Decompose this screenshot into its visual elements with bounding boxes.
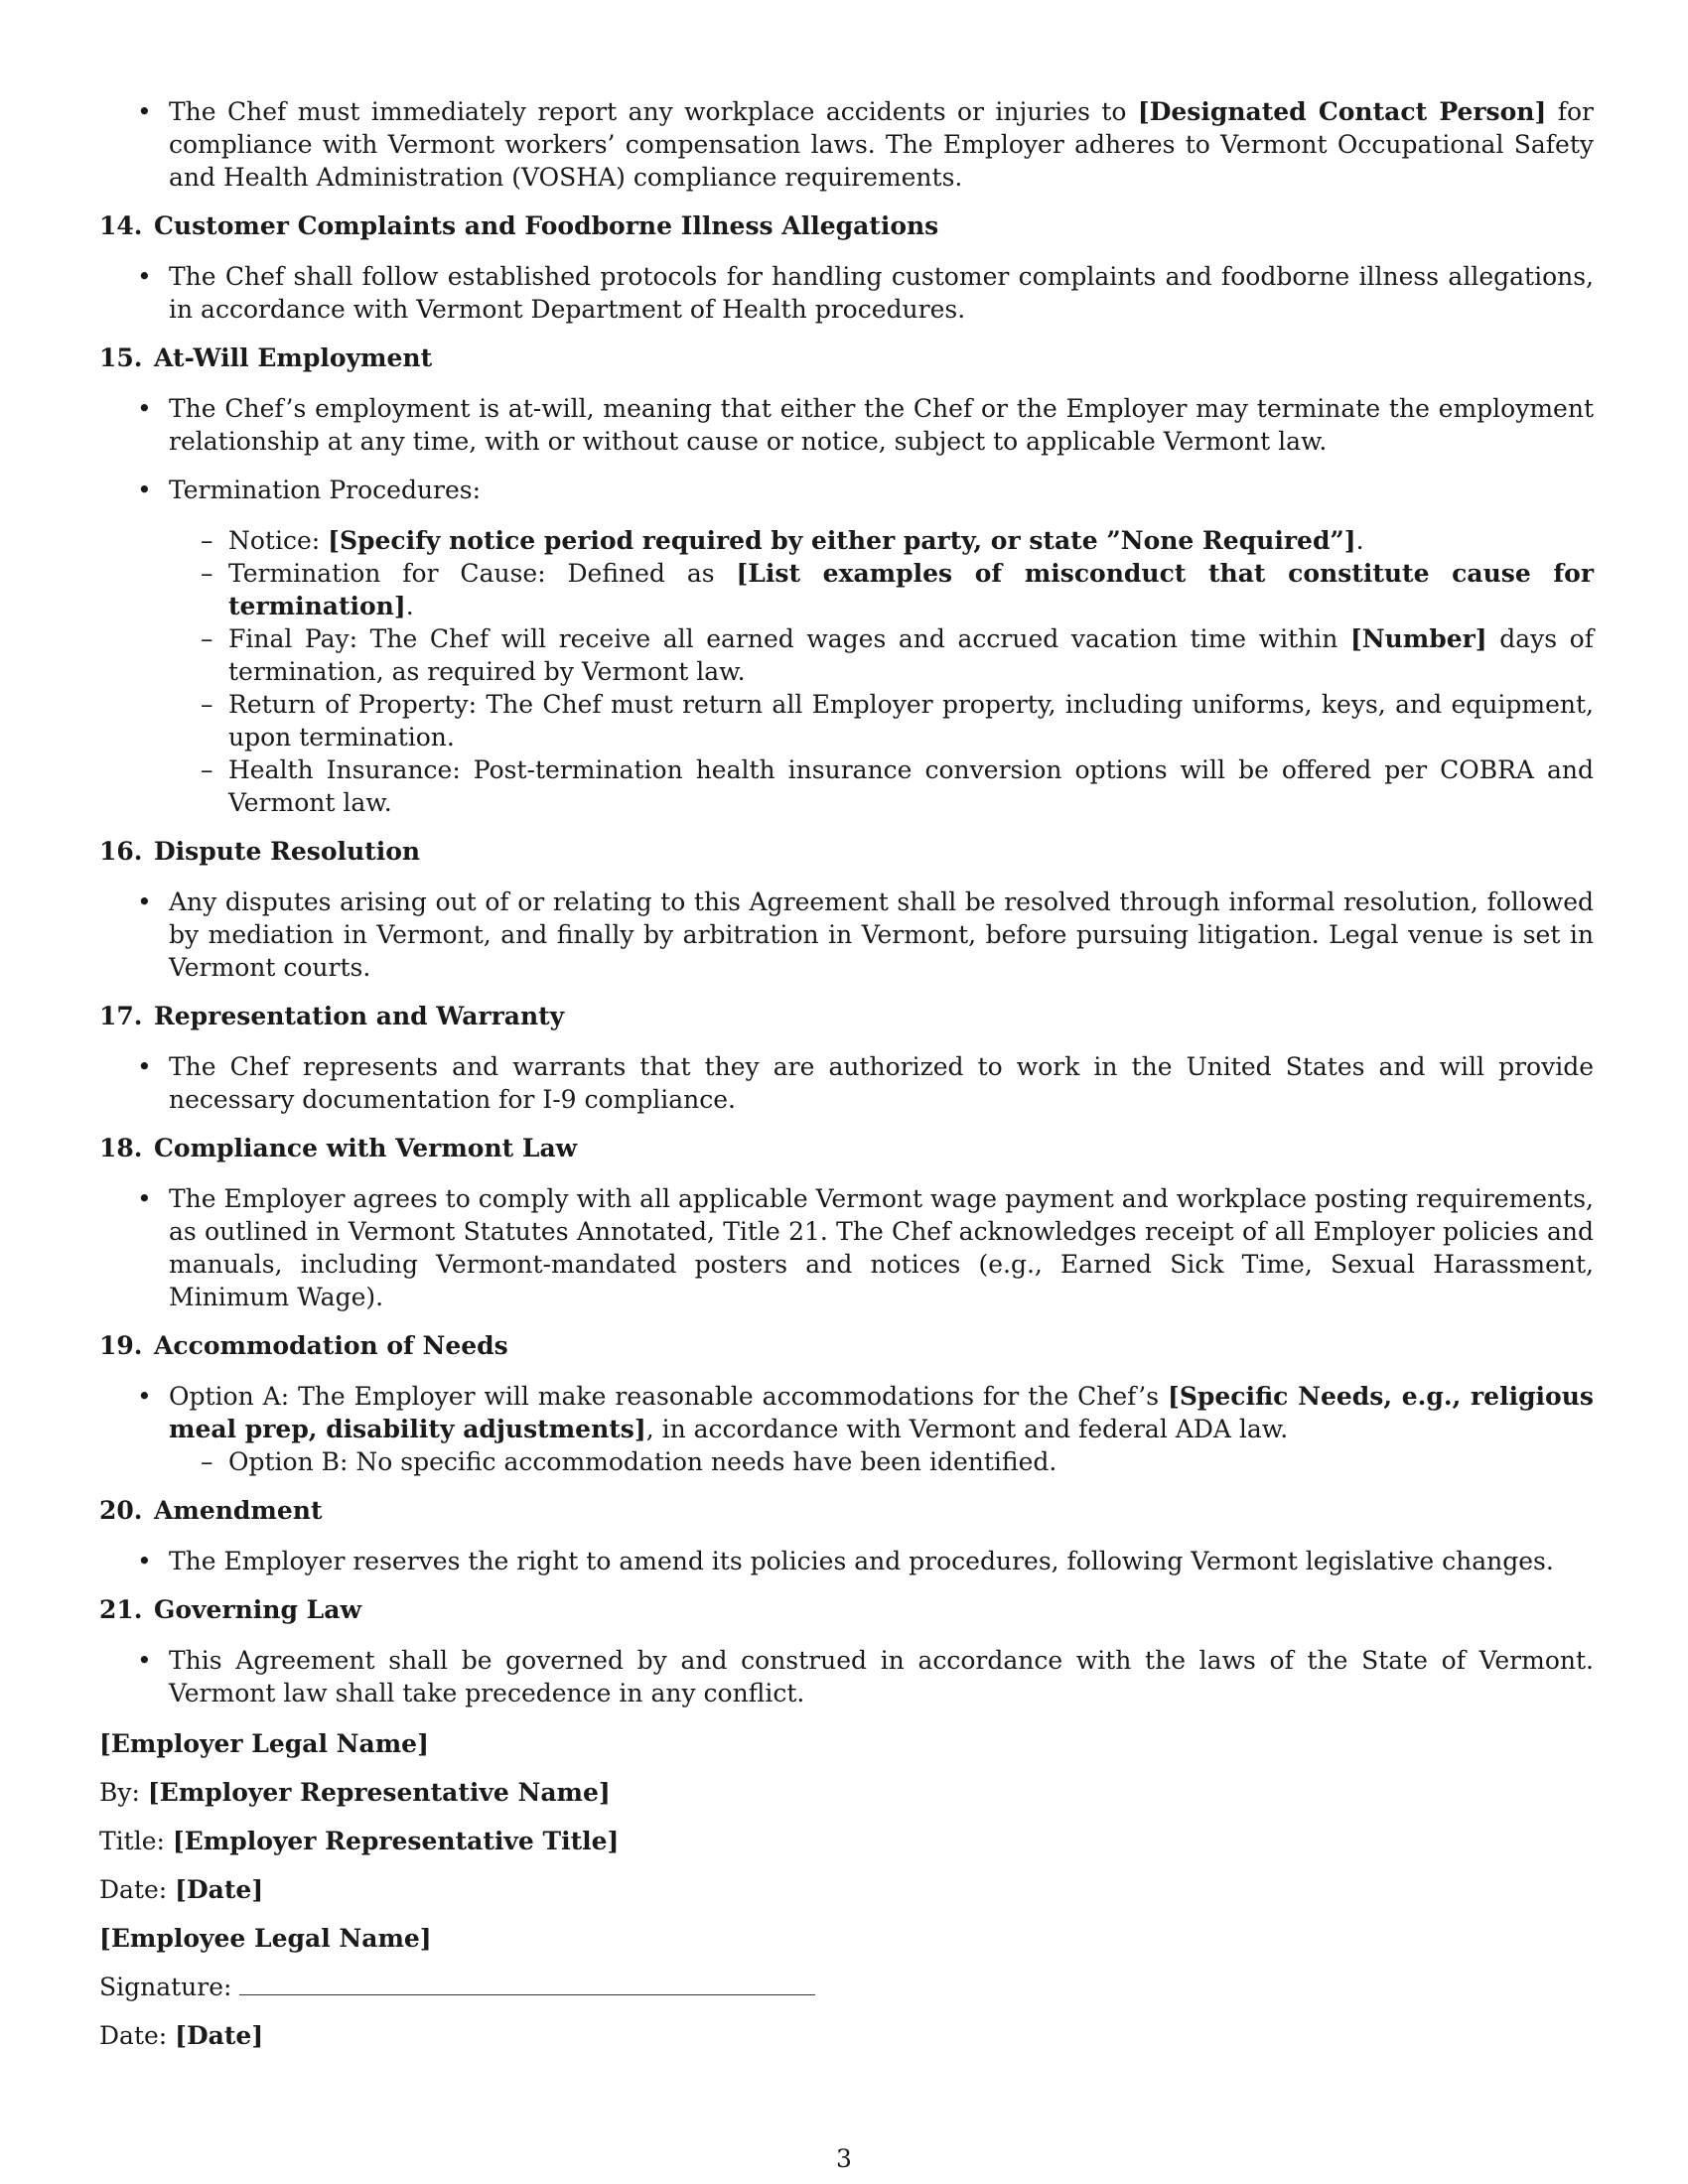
sub-list-item: – Termination for Cause: Defined as [List examples of misconduct that constitute cause for termination].	[169, 557, 1594, 622]
employer-representative: By: [Employer Representative Name]	[99, 1778, 611, 1807]
section-heading-18: 18. Compliance with Vermont Law	[99, 1134, 578, 1162]
sub-list-item: – Option B: No specific accommodation needs have been identified.	[99, 1445, 1594, 1478]
section-15-list	[99, 392, 1594, 819]
employee-signature: Signature:	[99, 1971, 1594, 2003]
list-item: • The Employer reserves the right to amend its policies and procedures, following Vermont legislative changes.	[99, 1545, 1594, 1577]
page-number: 3	[836, 2144, 852, 2173]
placeholder-field: [List examples of misconduct that constitute cause for termination]	[228, 559, 1594, 620]
list-item: • This Agreement shall be governed by and construed in accordance with the laws of the State of Vermont. Vermont law shall take precedence in any conflict.	[99, 1644, 1594, 1709]
sub-list-item: – Final Pay: The Chef will receive all earned wages and accrued vacation time within [Number] days of termination, as required by Vermont law.	[169, 622, 1594, 688]
signature-line[interactable]	[239, 1973, 815, 1995]
sub-list-item: – Health Insurance: Post-termination health insurance conversion options will be offered per COBRA and Vermont law.	[169, 753, 1594, 819]
section-14-list	[99, 260, 1594, 326]
section-17-list	[99, 1050, 1594, 1116]
placeholder-field: [Number]	[1349, 624, 1487, 653]
document-page	[99, 95, 1594, 2068]
list-item: • The Chef represents and warrants that they are authorized to work in the United States and will provide necessary documentation for I-9 compliance.	[99, 1050, 1594, 1116]
sub-list-item: – Notice: [Specify notice period required by either party, or state ”None Required”].	[169, 524, 1594, 557]
list-item: • Termination Procedures: – Notice: [Specify notice period required by either party, or state ”None Required”]. – Termination for Cause: Defined as [List examples of misconduct that constitute cause for termination]. – Final Pay: The Chef will receive all earned wages and accrued vacation time within [Number] days of termination, as required by Vermont law. – Return of Property: The Chef must return all Employer property, including uniforms, keys, and equipment, upon termination. – Health Insurance: Post-termination health insurance conversion options will be offered per COBRA and Vermont law.	[99, 474, 1594, 819]
section-16-list	[99, 886, 1594, 984]
section-21-list	[99, 1644, 1594, 1709]
employer-date: Date: [Date]	[99, 1875, 264, 1904]
sub-list-item: – Return of Property: The Chef must return all Employer property, including uniforms, keys, and equipment, upon termination.	[169, 688, 1594, 753]
list-item: • Any disputes arising out of or relating to this Agreement shall be resolved through informal resolution, followed by mediation in Vermont, and finally by arbitration in Vermont, before pursuing litigation. Legal venue is set in Vermont courts.	[99, 886, 1594, 984]
section-heading-15: 15. At-Will Employment	[99, 343, 433, 372]
list-item: • The Chef shall follow established protocols for handling customer complaints and foodborne illness allegations, in accordance with Vermont Department of Health procedures.	[99, 260, 1594, 326]
signature-block	[99, 1727, 1594, 2052]
employer-title: Title: [Employer Representative Title]	[99, 1827, 620, 1855]
employer-name: [Employer Legal Name]	[99, 1729, 429, 1758]
section-heading-20: 20. Amendment	[99, 1496, 323, 1525]
section-heading-17: 17. Representation and Warranty	[99, 1002, 565, 1030]
list-item: • The Chef must immediately report any workplace accidents or injuries to [Designated Contact Person] for compliance with Vermont workers’ compensation laws. The Employer adheres to Vermont Occupational Safety and Health Administration (VOSHA) compliance requirements.	[99, 95, 1594, 194]
section-18-list	[99, 1182, 1594, 1313]
list-item: • The Employer agrees to comply with all applicable Vermont wage payment and workplace posting requirements, as outlined in Vermont Statutes Annotated, Title 21. The Chef acknowledges receipt of all Employer policies and manuals, including Vermont-mandated posters and notices (e.g., Earned Sick Time, Sexual Harassment, Minimum Wage).	[99, 1182, 1594, 1313]
section-heading-19: 19. Accommodation of Needs	[99, 1331, 508, 1360]
placeholder-field: [Designated Contact Person]	[1137, 97, 1547, 126]
section-20-list	[99, 1545, 1594, 1577]
list-item: • Option A: The Employer will make reasonable accommodations for the Chef’s [Specific Needs, e.g., religious meal prep, disability adjustments], in accordance with Vermont and federal ADA law. – Option B: No specific accommodation needs have been identified.	[99, 1380, 1594, 1478]
intro-list	[99, 95, 1594, 194]
accommodation-options-list	[169, 1445, 1594, 1478]
list-item: • The Chef’s employment is at-will, meaning that either the Chef or the Employer may terminate the employment relationship at any time, with or without cause or notice, subject to applicable Vermont law.	[99, 392, 1594, 458]
employee-name: [Employee Legal Name]	[99, 1924, 432, 1953]
termination-procedures-list	[169, 524, 1594, 819]
section-heading-21: 21. Governing Law	[99, 1595, 361, 1624]
section-heading-16: 16. Dispute Resolution	[99, 837, 421, 866]
section-heading-14: 14. Customer Complaints and Foodborne Illness Allegations	[99, 211, 939, 240]
section-19-list	[99, 1380, 1594, 1478]
placeholder-field: [Specific Needs, e.g., religious meal prep, disability adjustments]	[169, 1382, 1594, 1443]
employee-date: Date: [Date]	[99, 2021, 264, 2050]
placeholder-field: [Specify notice period required by either party, or state ”None Required”]	[328, 526, 1356, 555]
